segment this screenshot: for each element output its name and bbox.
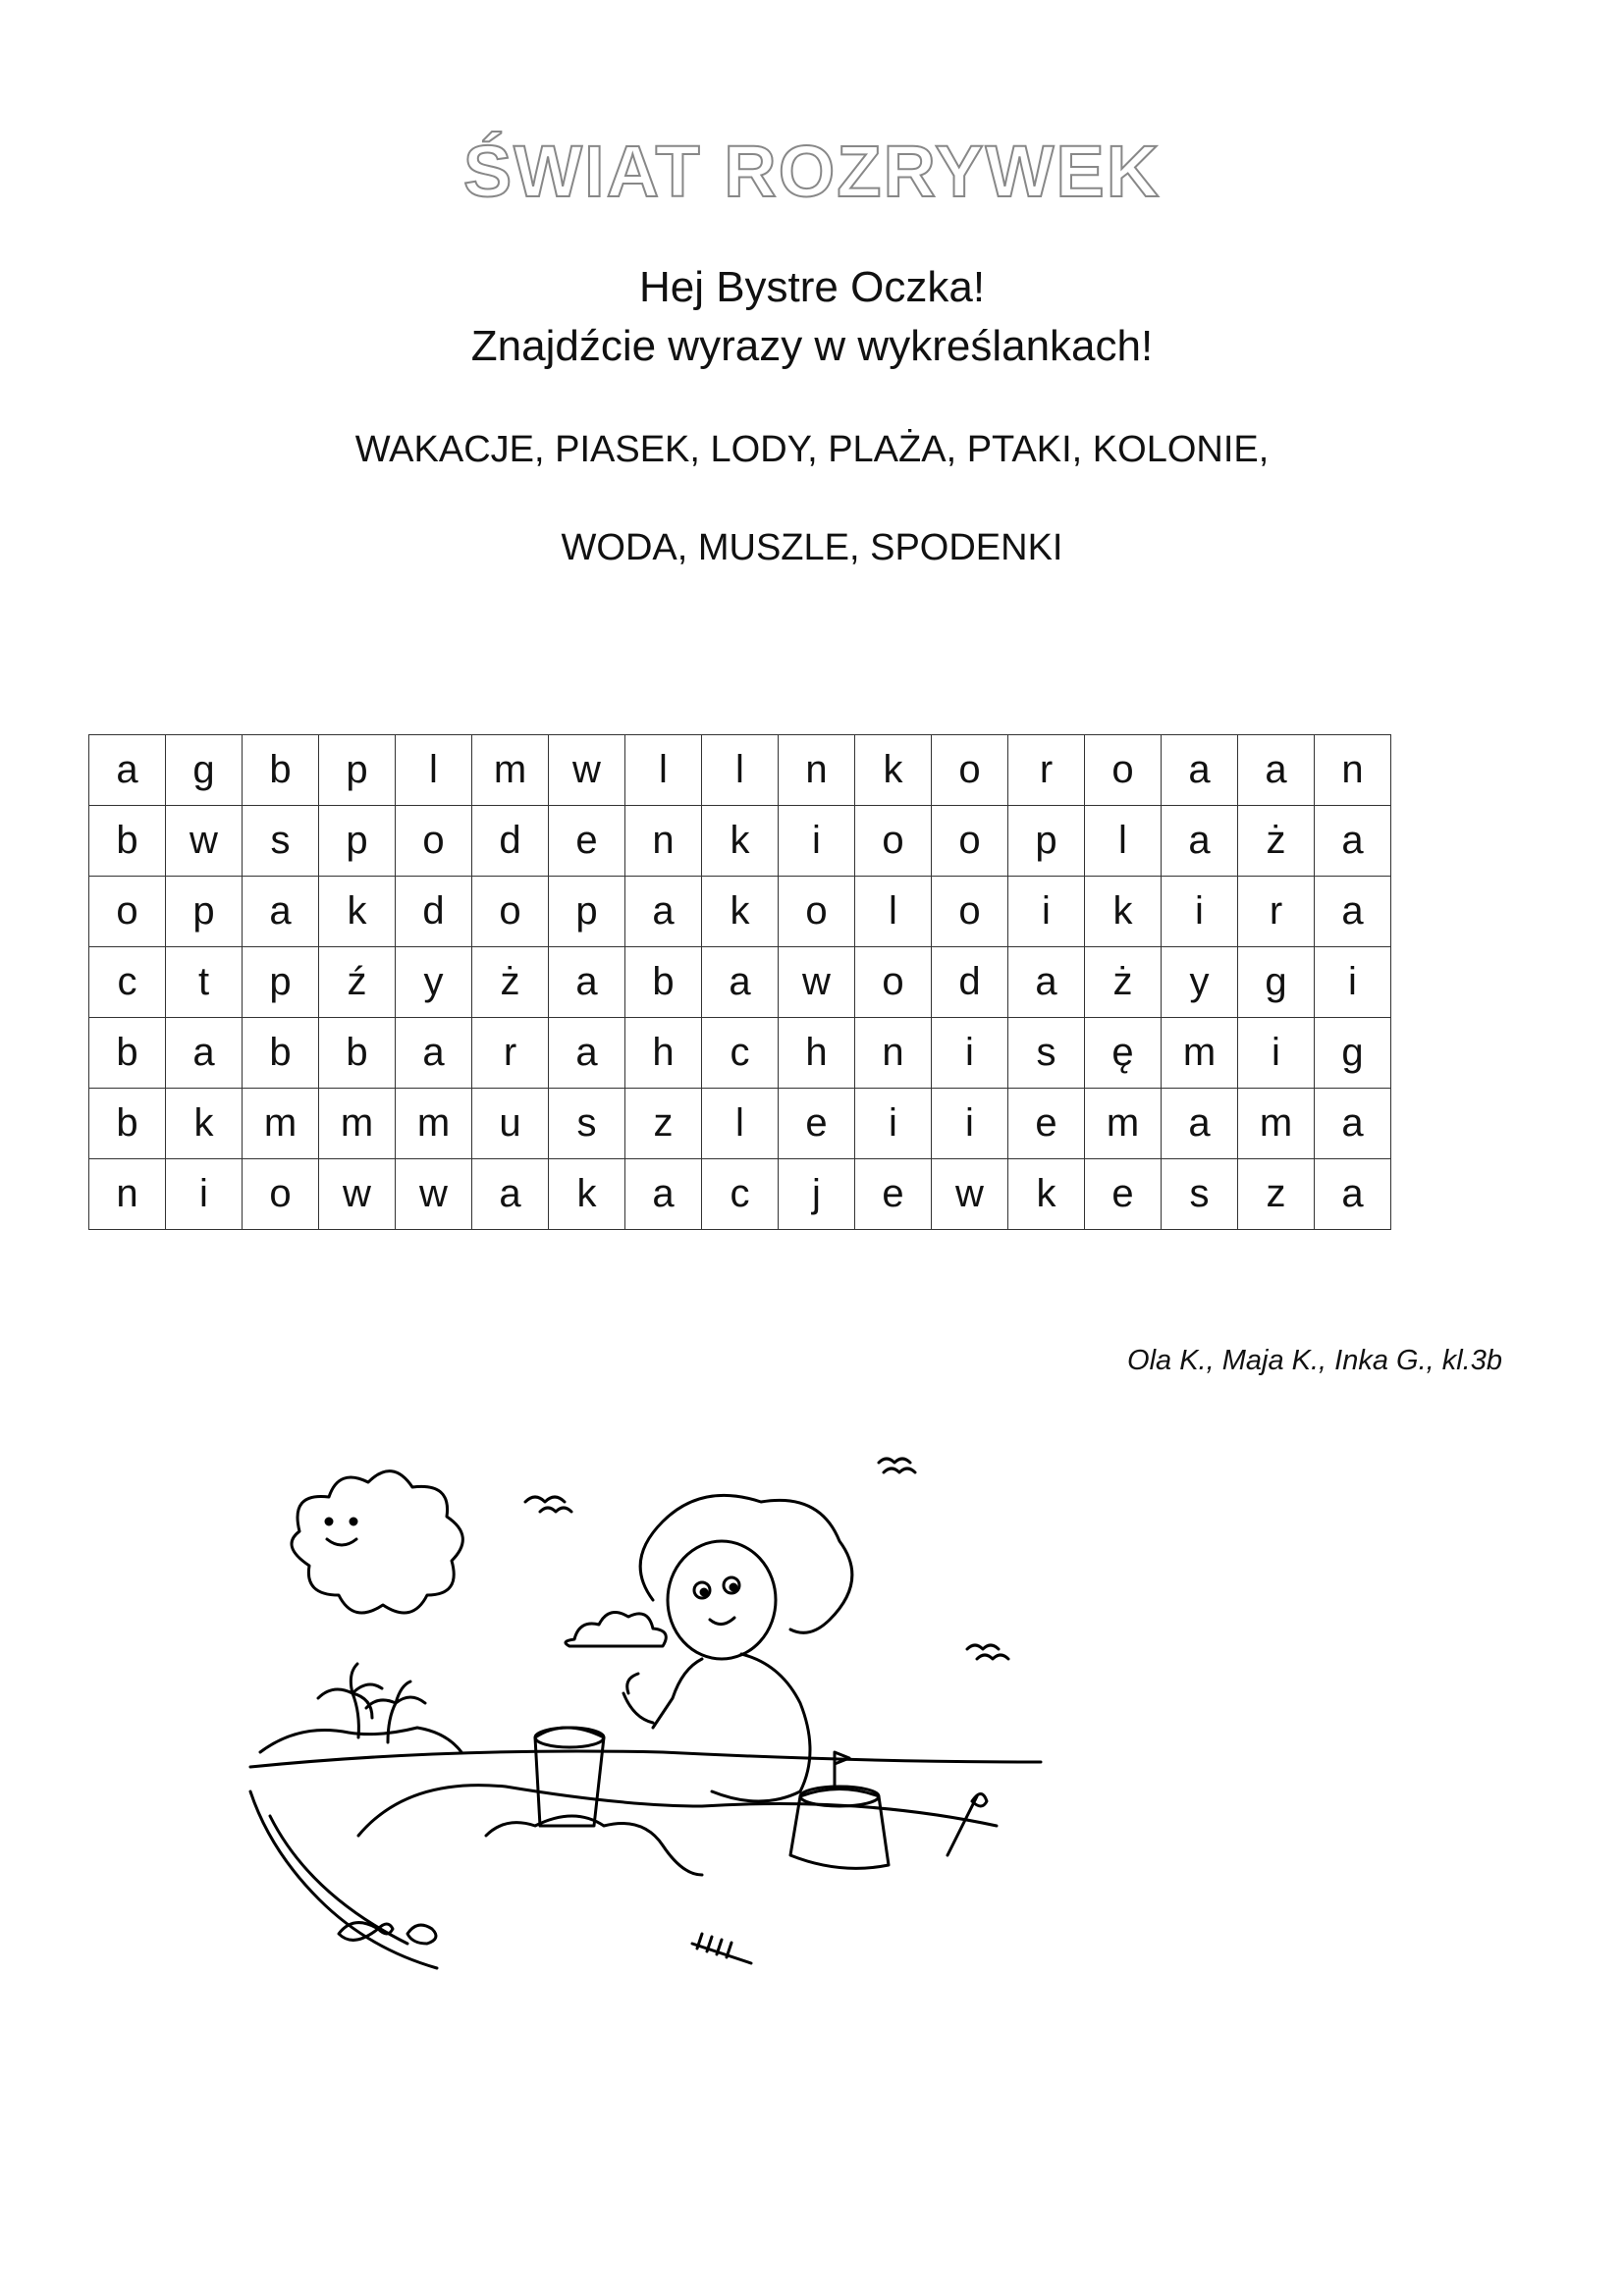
grid-cell: w (549, 735, 625, 806)
grid-cell: g (1238, 947, 1315, 1018)
island-icon (260, 1664, 461, 1752)
grid-cell: c (702, 1018, 779, 1089)
grid-cell: o (89, 877, 166, 947)
grid-cell: i (1008, 877, 1085, 947)
grid-cell: r (1008, 735, 1085, 806)
grid-row (89, 947, 1391, 1018)
grid-cell: k (702, 806, 779, 877)
grid-cell: s (549, 1089, 625, 1159)
grid-cell: a (166, 1018, 243, 1089)
bird-icon (977, 1655, 1008, 1659)
grid-cell: a (1238, 735, 1315, 806)
grid-cell: i (855, 1089, 932, 1159)
grid-cell: s (1008, 1018, 1085, 1089)
grid-cell: o (472, 877, 549, 947)
grid-cell: w (779, 947, 855, 1018)
grid-cell: m (319, 1089, 396, 1159)
bird-icon (967, 1645, 999, 1649)
grid-cell: m (243, 1089, 319, 1159)
grid-cell: o (855, 947, 932, 1018)
grid-cell: ę (1085, 1018, 1162, 1089)
sandcastle-icon (486, 1728, 702, 1875)
grid-cell: p (549, 877, 625, 947)
grid-cell: b (319, 1018, 396, 1089)
grid-cell: ż (472, 947, 549, 1018)
grid-cell: a (1315, 877, 1391, 947)
grid-cell: k (549, 1159, 625, 1230)
grid-cell: u (472, 1089, 549, 1159)
grid-cell: d (932, 947, 1008, 1018)
grid-cell: e (855, 1159, 932, 1230)
bird-icon (540, 1508, 571, 1512)
sun-icon (292, 1471, 462, 1613)
grid-cell: e (549, 806, 625, 877)
grid-cell: o (396, 806, 472, 877)
grid-cell: a (702, 947, 779, 1018)
grid-cell: y (396, 947, 472, 1018)
grid-cell: r (1238, 877, 1315, 947)
grid-cell: b (89, 806, 166, 877)
grid-cell: a (243, 877, 319, 947)
grid-cell: m (1162, 1018, 1238, 1089)
grid-cell: d (396, 877, 472, 947)
grid-cell: c (702, 1159, 779, 1230)
grid-cell: p (319, 735, 396, 806)
grid-cell: a (625, 877, 702, 947)
grid-cell: z (625, 1089, 702, 1159)
grid-cell: o (932, 877, 1008, 947)
grid-cell: e (1008, 1089, 1085, 1159)
grid-cell: k (166, 1089, 243, 1159)
grid-cell: a (1315, 1089, 1391, 1159)
beach-illustration (241, 1443, 1046, 1993)
grid-cell: k (319, 877, 396, 947)
grid-cell: k (702, 877, 779, 947)
grid-cell: g (166, 735, 243, 806)
bird-icon (879, 1459, 910, 1463)
grid-cell: p (166, 877, 243, 947)
grid-cell: k (1085, 877, 1162, 947)
grid-cell: h (625, 1018, 702, 1089)
grid-cell: n (1315, 735, 1391, 806)
bird-icon (884, 1468, 915, 1472)
page-title: ŚWIAT ROZRYWEK (462, 131, 1162, 212)
grid-cell: i (932, 1018, 1008, 1089)
grid-cell: ż (1238, 806, 1315, 877)
grid-cell: z (1238, 1159, 1315, 1230)
grid-cell: l (396, 735, 472, 806)
word-list-line-1: WAKACJE, PIASEK, LODY, PLAŻA, PTAKI, KOLONIE, (354, 429, 1270, 470)
grid-cell: s (243, 806, 319, 877)
grid-cell: a (625, 1159, 702, 1230)
grid-cell: i (1315, 947, 1391, 1018)
grid-cell: m (396, 1089, 472, 1159)
grid-cell: a (549, 947, 625, 1018)
grid-cell: ź (319, 947, 396, 1018)
grid-row (89, 1159, 1391, 1230)
grid-cell: o (855, 806, 932, 877)
grid-cell: o (1085, 735, 1162, 806)
grid-row (89, 877, 1391, 947)
grid-cell: o (779, 877, 855, 947)
grid-cell: m (472, 735, 549, 806)
grid-cell: h (779, 1018, 855, 1089)
grid-cell: a (1162, 1089, 1238, 1159)
grid-cell: p (243, 947, 319, 1018)
grid-cell: c (89, 947, 166, 1018)
grid-cell: b (625, 947, 702, 1018)
greeting-line-1: Hej Bystre Oczka! (638, 263, 986, 311)
grid-cell: j (779, 1159, 855, 1230)
grid-cell: w (319, 1159, 396, 1230)
grid-cell: b (243, 1018, 319, 1089)
grid-cell: a (396, 1018, 472, 1089)
grid-cell: a (1315, 1159, 1391, 1230)
grid-cell: t (166, 947, 243, 1018)
grid-cell: e (779, 1089, 855, 1159)
girl-building-sandcastle-illustration (241, 1443, 1046, 1993)
grid-cell: ż (1085, 947, 1162, 1018)
shovel-icon (947, 1794, 987, 1856)
grid-cell: a (1315, 806, 1391, 877)
grid-cell: l (702, 1089, 779, 1159)
rake-icon (692, 1934, 751, 1963)
grid-cell: p (1008, 806, 1085, 877)
grid-cell: i (779, 806, 855, 877)
grid-cell: o (243, 1159, 319, 1230)
grid-cell: m (1238, 1089, 1315, 1159)
sandcastle-icon (790, 1752, 889, 1868)
greeting-line-2: Znajdźcie wyrazy w wykreślankach! (470, 322, 1154, 370)
grid-row (89, 806, 1391, 877)
cloud-icon (566, 1613, 666, 1647)
grid-cell: a (1008, 947, 1085, 1018)
grid-cell: b (243, 735, 319, 806)
grid-cell: n (855, 1018, 932, 1089)
author-credit: Ola K., Maja K., Inka G., kl.3b (1127, 1345, 1502, 1376)
grid-cell: s (1162, 1159, 1238, 1230)
grid-cell: i (932, 1089, 1008, 1159)
grid-cell: y (1162, 947, 1238, 1018)
grid-cell: w (166, 806, 243, 877)
grid-cell: k (855, 735, 932, 806)
grid-cell: w (396, 1159, 472, 1230)
grid-cell: i (1162, 877, 1238, 947)
grid-cell: l (702, 735, 779, 806)
grid-cell: o (932, 806, 1008, 877)
grid-cell: l (625, 735, 702, 806)
grid-row (89, 1089, 1391, 1159)
grid-cell: a (89, 735, 166, 806)
shell-icon (407, 1925, 436, 1944)
grid-cell: w (932, 1159, 1008, 1230)
grid-cell: o (932, 735, 1008, 806)
grid-cell: d (472, 806, 549, 877)
bird-icon (525, 1497, 565, 1502)
grid-cell: n (779, 735, 855, 806)
grid-cell: a (549, 1018, 625, 1089)
grid-cell: k (1008, 1159, 1085, 1230)
grid-cell: m (1085, 1089, 1162, 1159)
grid-cell: b (89, 1089, 166, 1159)
grid-cell: g (1315, 1018, 1391, 1089)
grid-cell: a (1162, 735, 1238, 806)
grid-cell: p (319, 806, 396, 877)
grid-cell: a (1162, 806, 1238, 877)
grid-cell: r (472, 1018, 549, 1089)
grid-cell: n (625, 806, 702, 877)
grid-cell: l (855, 877, 932, 947)
grid-cell: l (1085, 806, 1162, 877)
word-list-line-2: WODA, MUSZLE, SPODENKI (561, 527, 1063, 568)
grid-cell: a (472, 1159, 549, 1230)
grid-cell: i (166, 1159, 243, 1230)
grid-cell: e (1085, 1159, 1162, 1230)
grid-row (89, 1018, 1391, 1089)
word-search-grid (88, 734, 1391, 1230)
grid-row (89, 735, 1391, 806)
grid-cell: b (89, 1018, 166, 1089)
grid-cell: i (1238, 1018, 1315, 1089)
grid-cell: n (89, 1159, 166, 1230)
